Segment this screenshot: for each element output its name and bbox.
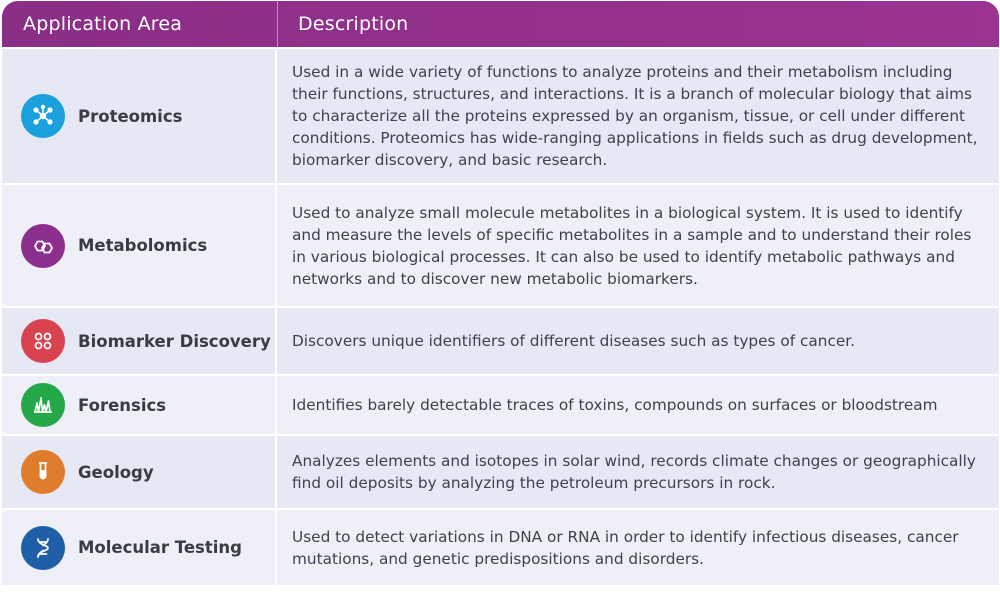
description-cell: Discovers unique identifiers of different diseases such as types of cancer. [277,308,999,374]
description-cell: Identifies barely detectable traces of toxins, compounds on surfaces or bloodstream [277,376,999,434]
dna-icon [21,526,65,570]
area-cell [2,49,277,183]
area-label: Proteomics [78,106,183,126]
header-application-area: Application Area [2,1,278,47]
molecule-network-icon [21,94,65,138]
spectrum-chart-icon [21,383,65,427]
area-label: Forensics [78,395,167,415]
area-label: Geology [78,462,154,482]
test-tube-icon [21,450,65,494]
description-cell: Used to detect variations in DNA or RNA in order to identify infectious diseases, cancer mutations, and genetic predispositions and disorders. [277,510,999,585]
area-cell [2,376,277,434]
table-header [2,1,999,47]
hexagons-icon [21,224,65,268]
table-row [2,434,999,508]
four-circles-icon [21,319,65,363]
table-row [2,183,999,306]
description-cell: Used to analyze small molecule metabolites in a biological system. It is used to identify and measure the levels of specific metabolites in a sample and to understand their roles in various biological processes. It can also be used to identify metabolic pathways and networks and to discover new metabolic biomarkers. [277,185,999,306]
area-cell [2,185,277,306]
description-cell: Used in a wide variety of functions to analyze proteins and their metabolism including their functions, structures, and interactions. It is a branch of molecular biology that aims to characterize all the proteins expressed by an organism, tissue, or cell under different conditions. Proteomics has wide-ranging applications in fields such as drug development, biomarker discovery, and basic research. [277,49,999,183]
description-cell: Analyzes elements and isotopes in solar wind, records climate changes or geographically find oil deposits by analyzing the petroleum precursors in rock. [277,436,999,508]
area-cell [2,510,277,585]
table-body [2,47,999,585]
header-description: Description [298,13,409,35]
area-cell [2,436,277,508]
area-cell [2,308,277,374]
area-label: Metabolomics [78,236,208,255]
area-label: Biomarker Discovery [78,331,271,351]
area-label: Molecular Testing [78,538,242,557]
table-row [2,374,999,434]
table-row [2,47,999,183]
table-row [2,306,999,374]
application-table [2,1,999,585]
table-row [2,508,999,585]
